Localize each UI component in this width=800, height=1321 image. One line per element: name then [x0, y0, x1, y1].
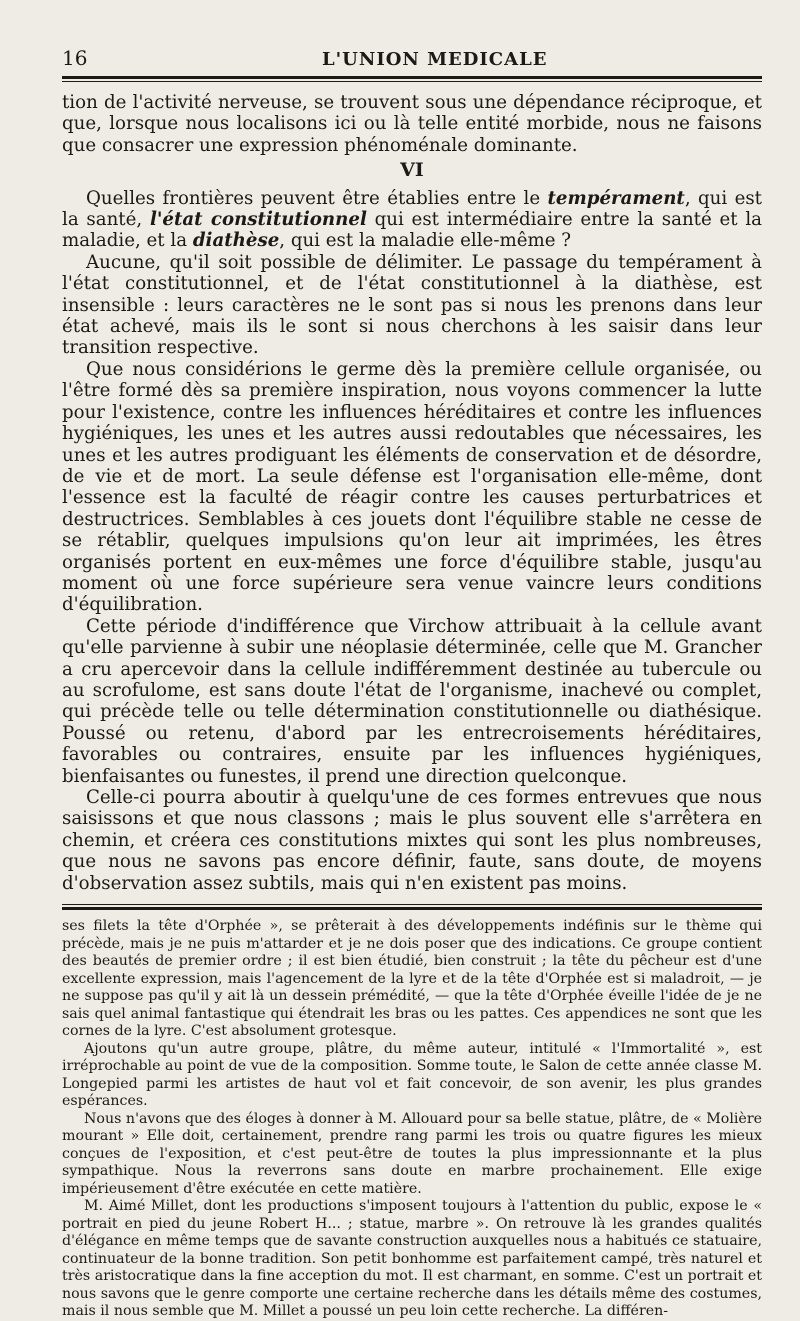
paragraph: Quelles frontières peuvent être établies entre le tempérament, qui est la santé, l'état constitutionnel qui est intermédiaire entre la santé et la maladie, et la diathèse, qui est la maladie elle-même ?: [62, 187, 762, 252]
footnote-paragraph: Nous n'avons que des éloges à donner à M. Allouard pour sa belle statue, plâtre, de « Molière mourant » Elle doit, certainement, prendre rang parmi les trois ou quatre figures les mieux conçues de l'exposition, et c'est peut-être de toutes la plus impressionnante et la plus sympathique. Nous la reverrons sans doute en marbre prochainement. Elle exige impérieusement d'être exécutée en cette matière.: [62, 1110, 762, 1197]
footnote-paragraph: Ajoutons qu'un autre groupe, plâtre, du même auteur, intitulé « l'Immortalité », est irréprochable au point de vue de la composition. Somme toute, le Salon de cette année classe M. Longepied parmi les artistes de haut vol et fait concevoir, de son avenir, les plus grandes espérances.: [62, 1040, 762, 1110]
paragraph: tion de l'activité nerveuse, se trouvent sous une dépendance réciproque, et que, lorsque nous localisons ici ou là telle entité morbide, nous ne faisons que consacrer une expression phénoménale dominante.: [62, 92, 762, 156]
footnote-paragraph: ses filets la tête d'Orphée », se prêterait à des développements indéfinis sur le thème qui précède, mais je ne puis m'attarder et je ne dois poser que des indications. Ce groupe contient des beautés de premier ordre ; il est bien étudié, bien construit ; la tête du pêcheur est d'une excellente expression, mais l'agencement de la lyre et de la tête d'Orphée est si maladroit, — je ne suppose pas qu'il y ait là un dessein prémédité, — que la tête d'Orphée éveille l'idée de je ne sais quel animal fantastique qui étendrait les bras ou les pattes. Ces appendices ne sont que les cornes de la lyre. C'est absolument grotesque.: [62, 918, 762, 1040]
footnote-paragraph: M. Aimé Millet, dont les productions s'imposent toujours à l'attention du public, expose le « portrait en pied du jeune Robert H... ; statue, marbre ». On retrouve là les grandes qualités d'élégance en même temps que de savante construction auxquelles nous a habitués ce statuaire, continuateur de la bonne tradition. Son petit bonhomme est parfaitement campé, très naturel et très aristocratique dans la fine acception du mot. Il est charmant, en somme. C'est un portrait et nous savons que le genre comporte une certaine recherche dans les détails même des costumes, mais il nous semble que M. Millet a poussé un peu loin cette recherche. La différen-: [62, 1198, 762, 1320]
footnote-rule: [62, 904, 762, 910]
paragraph: Cette période d'indifférence que Virchow attribuait à la cellule avant qu'elle parvienne à subir une néoplasie déterminée, celle que M. Grancher a cru apercevoir dans la cellule indifféremment destinée au tubercule ou au scrofulome, est sans doute l'état de l'organisme, inachevé ou complet, qui précède telle ou telle détermination constitutionnelle ou diathésique. Poussé ou retenu, d'abord par les entrecroisements héréditaires, favorables ou contraires, ensuite par les influences hygiéniques, bienfaisantes ou funestes, il prend une direction quelconque.: [62, 615, 762, 787]
footnote-text: [62, 918, 762, 1321]
running-title: L'UNION MEDICALE: [322, 49, 548, 70]
page-number: 16: [62, 46, 88, 70]
page-header: [62, 46, 762, 72]
italic-term: diathèse: [192, 230, 280, 252]
italic-term: l'état constitutionnel: [149, 209, 367, 231]
main-text: [62, 92, 762, 894]
header-rule: [62, 76, 762, 82]
paragraph: Celle-ci pourra aboutir à quelqu'une de ces formes entrevues que nous saisissons et que nous classons ; mais le plus souvent elle s'arrêtera en chemin, et créera ces constitutions mixtes qui sont les plus nombreuses, que nous ne savons pas encore définir, faute, sans doute, de moyens d'observation assez subtils, mais qui n'en existent pas moins.: [62, 787, 762, 894]
italic-term: tempérament: [547, 187, 685, 209]
section-heading: VI: [400, 159, 424, 182]
paragraph: Que nous considérions le germe dès la première cellule organisée, ou l'être formé dès sa première inspiration, nous voyons commencer la lutte pour l'existence, contre les influences héréditaires et contre les influences hygiéniques, les unes et les autres aussi redoutables que nécessaires, les unes et les autres prodiguant les éléments de conservation et de désordre, de vie et de mort. La seule défense est l'organisation elle-même, dont l'essence est la faculté de réagir contre les causes perturbatrices et destructrices. Semblables à ces jouets dont l'équilibre stable ne cesse de se rétablir, quelques impulsions qu'on leur ait imprimées, les êtres organisés portent en eux-mêmes une force d'équilibre stable, jusqu'au moment où une force supérieure sera venue vaincre leurs conditions d'équilibration.: [62, 358, 762, 616]
paragraph: Aucune, qu'il soit possible de délimiter. Le passage du tempérament à l'état constitutionnel, et de l'état constitutionnel à la diathèse, est insensible : leurs caractères ne le sont pas si nous les prenons dans leur état achevé, mais ils le sont si nous cherchons à les saisir dans leur transition respective.: [62, 251, 762, 359]
